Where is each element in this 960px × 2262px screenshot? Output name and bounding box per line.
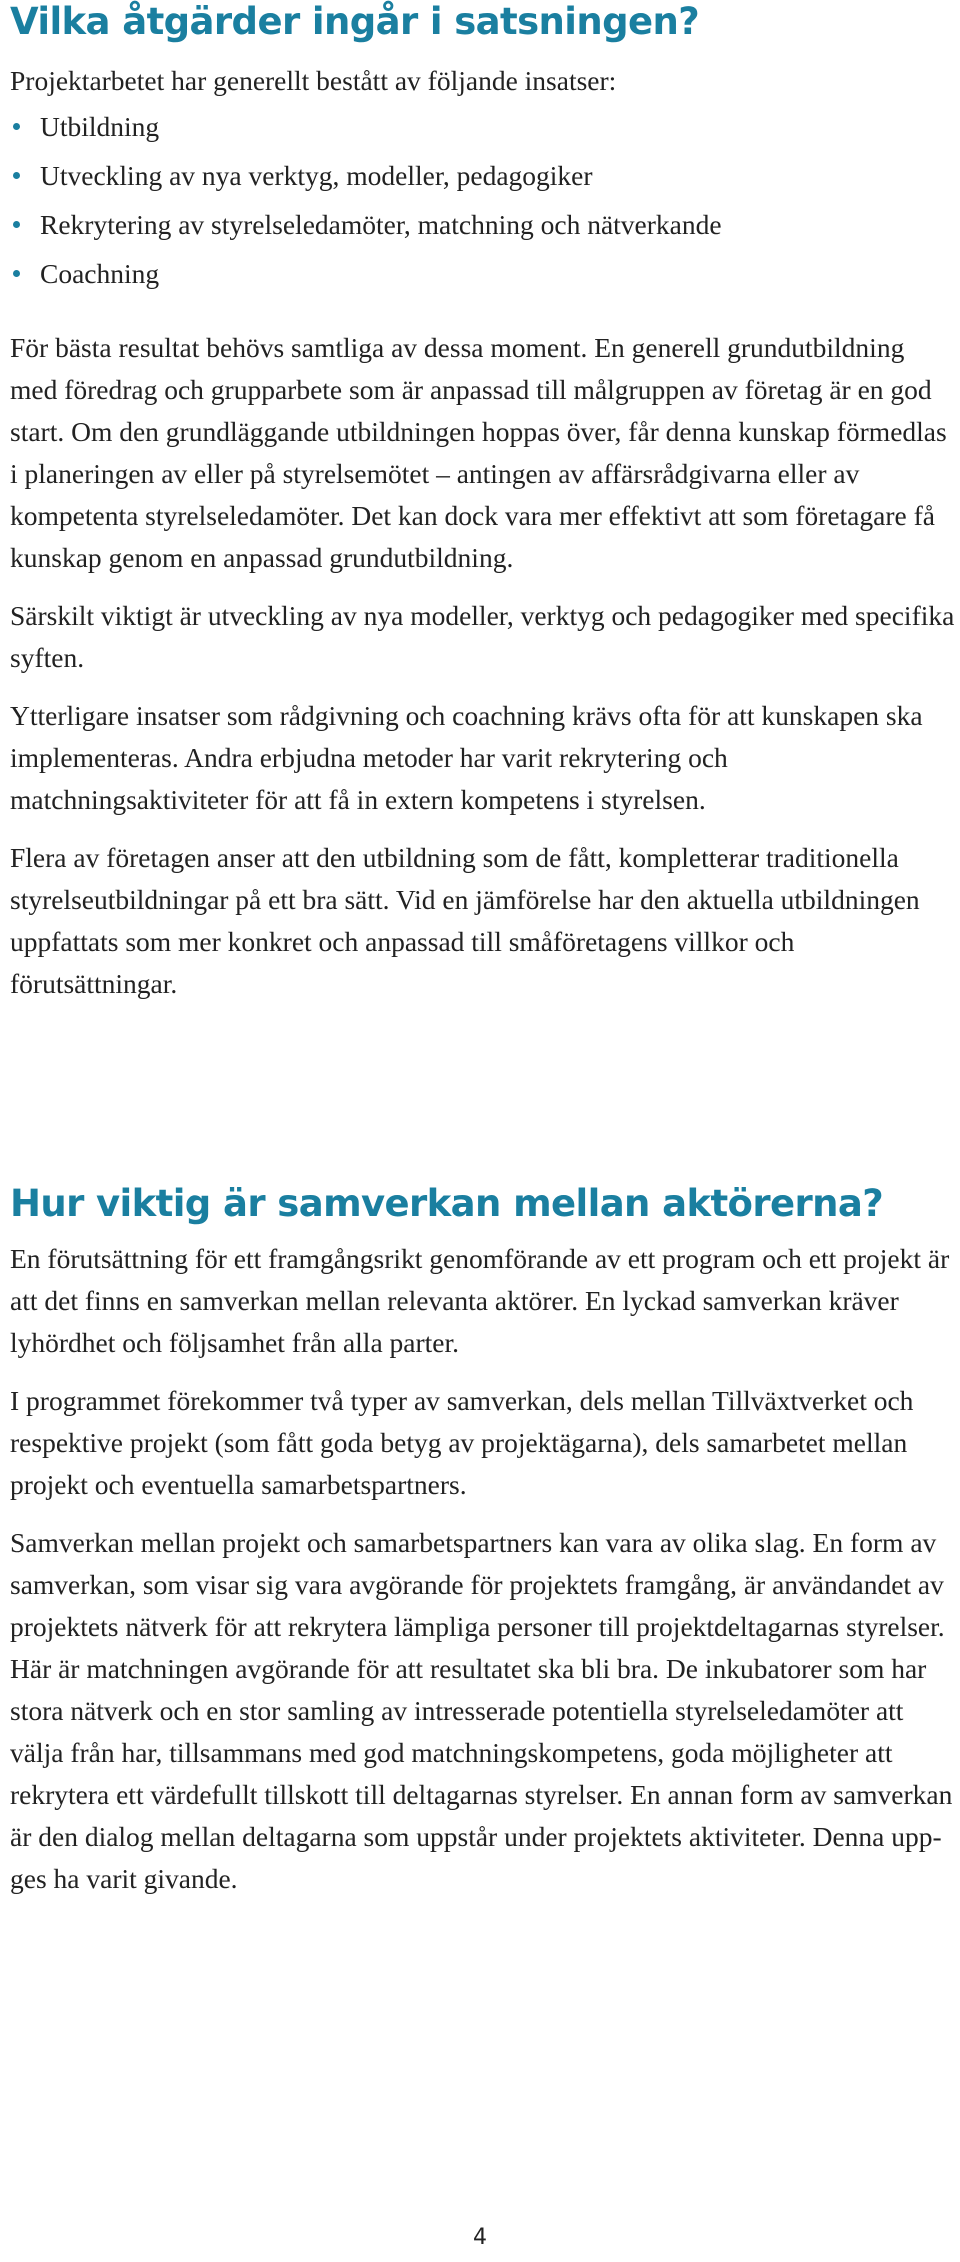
page-number: 4 [473, 2225, 487, 2250]
list-item-text: Coachning [40, 258, 160, 289]
section-heading-measures: Vilka åtgärder ingår i satsningen? [10, 0, 700, 43]
bullet-icon [13, 221, 20, 228]
section1-body [10, 327, 955, 1005]
list-item [10, 151, 955, 200]
bullet-icon [13, 270, 20, 277]
list-item-text: Utveckling av nya verktyg, modeller, pedagogiker [40, 160, 593, 191]
intro-text: Projektarbetet har generellt bestått av följande insatser: [10, 65, 617, 96]
measures-list [10, 102, 955, 298]
list-item-text: Rekrytering av styrelseledamöter, matchning och nätverkande [40, 209, 722, 240]
paragraph: I programmet förekommer två typer av samverkan, dels mellan Tillväxtverket och respektive projekt (som fått goda betyg av projektägarna), dels samarbetet mellan projekt och eventuella samarbetspartners. [10, 1385, 914, 1500]
section-intro [10, 60, 955, 298]
list-item [10, 200, 955, 249]
list-item-text: Utbildning [40, 111, 160, 142]
paragraph: Särskilt viktigt är utveckling av nya modeller, verktyg och pedagogiker med specifika syften. [10, 600, 955, 673]
section2-body [10, 1238, 955, 1900]
bullet-icon [13, 123, 20, 130]
bullet-icon [13, 172, 20, 179]
paragraph: För bästa resultat behövs samtliga av dessa moment. En generell grundutbildning med föredrag och grupparbete som är anpassad till målgruppen av företag är en god start. Om den grundläggande utbildningen hoppas över, får denna kunskap förmedlas i planeringen av eller på styrelsemötet – antingen av affärsrådgivarna eller av kompetenta styrelseledamöter. Det kan dock vara mer effektivt att som företagare få kunskap genom en anpassad grundutbildning. [10, 332, 947, 573]
list-item [10, 102, 955, 151]
paragraph: Flera av företagen anser att den utbildning som de fått, kompletterar traditionella styrelseutbildningar på ett bra sätt. Vid en jämförelse har den aktuella utbildningen uppfattats som mer konkret och anpassad till småföretagens villkor och förutsättningar. [10, 842, 920, 999]
paragraph: Ytterligare insatser som rådgivning och coachning krävs ofta för att kunskapen ska implementeras. Andra erbjudna metoder har varit rekrytering och matchningsaktiviteter för att få in extern kompetens i styrelsen. [10, 700, 923, 815]
paragraph: En förutsättning för ett framgångsrikt genomförande av ett program och ett projekt är att det finns en samverkan mellan relevanta aktörer. En lyckad samverkan kräver lyhördhet och följsamhet från alla parter. [10, 1243, 950, 1358]
section-heading-collaboration: Hur viktig är samverkan mellan aktörerna? [10, 1182, 884, 1225]
list-item [10, 249, 955, 298]
paragraph: Samverkan mellan projekt och samarbetspartners kan vara av olika slag. En form av samverkan, som visar sig vara avgörande för projektets framgång, är användandet av projektets nätverk för att rekrytera lämpliga personer till projektdeltagarnas styrelser. Här är matchningen avgörande för att resultatet ska bli bra. De inkubatorer som har stora nätverk och en stor samling av intresserade potentiella styrelseledamöter att välja från har, tillsammans med god matchningskompetens, goda möjligheter att rekrytera ett värdefullt tillskott till deltagarnas styrelser. En annan form av samverkan är den dialog mellan deltagarna som uppstår under projektets aktiviteter. Denna uppges ha varit givande. [10, 1527, 953, 1894]
